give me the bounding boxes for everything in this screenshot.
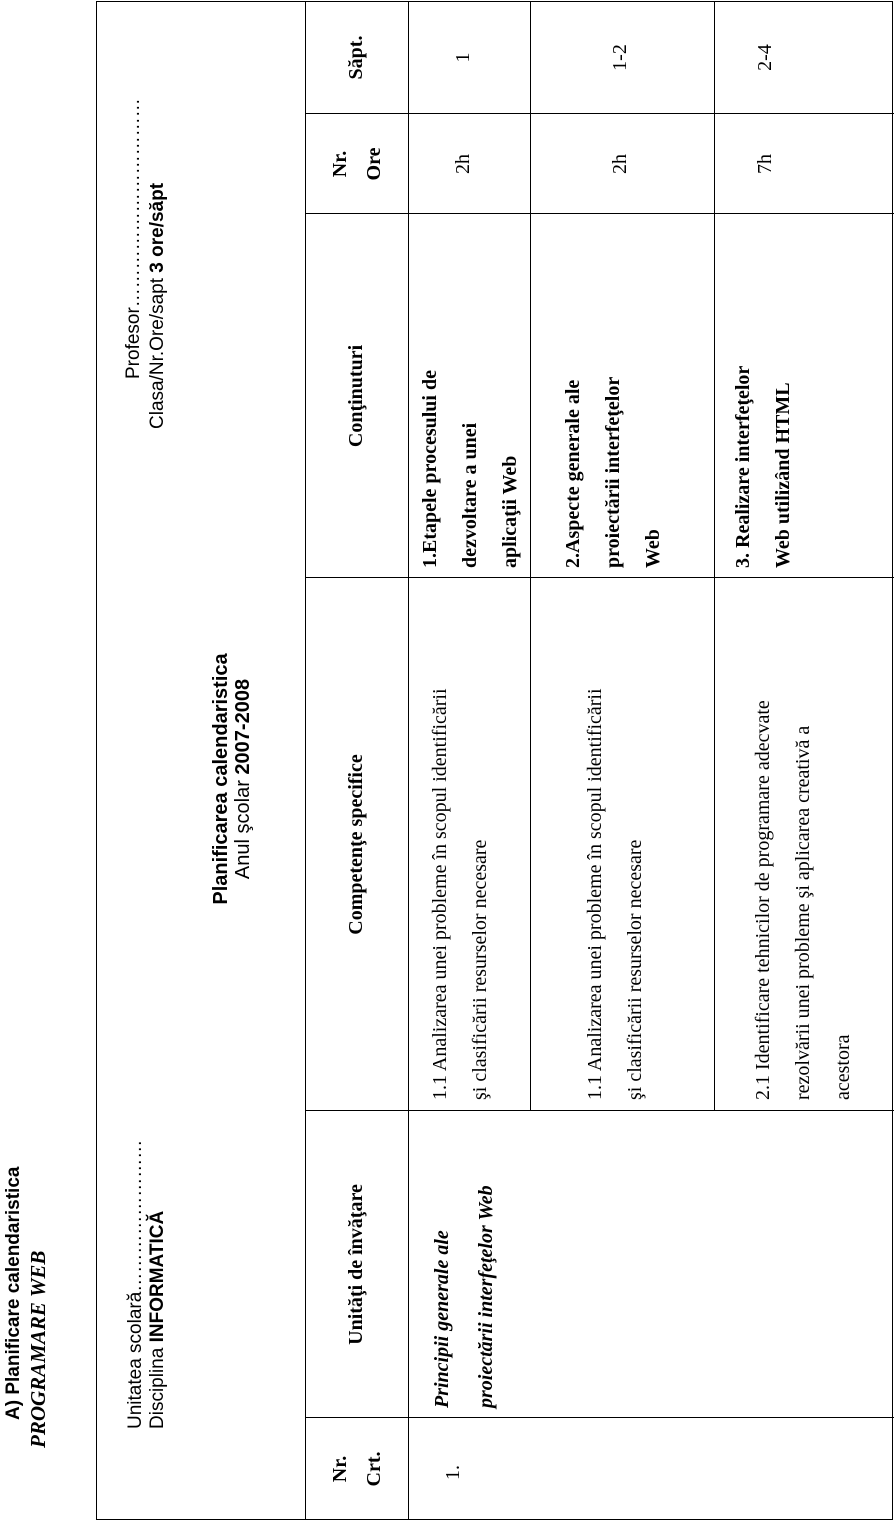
competence-1-line1: 1.1 Analizarea unei probleme în scopul identificării — [429, 688, 451, 1100]
school-year-label: Anul şcolar — [232, 774, 254, 880]
row-divider-2a — [714, 1, 715, 578]
row-divider-2b — [714, 578, 715, 1111]
discipline-value: INFORMATICĂ — [147, 1210, 168, 1343]
header-units: Unităţi de învăţare — [345, 1184, 367, 1345]
section-heading: A) Planificare calendaristica — [3, 1166, 24, 1420]
competence-1-line2: şi clasificării resurselor necesare — [469, 839, 491, 1100]
competence-2 — [575, 688, 655, 1100]
col-divider-1 — [305, 1417, 894, 1418]
class-hours-label: Clasa/Nr.Ore/sapt — [147, 272, 168, 429]
teacher-label: Profesor — [123, 307, 144, 379]
content-1 — [410, 370, 530, 568]
weeks-1: 1 — [452, 52, 474, 63]
hours-1: 2h — [452, 154, 474, 174]
school-year-line — [232, 599, 255, 959]
header-nr-crt-line2: Crt. — [363, 1451, 385, 1487]
competence-3 — [743, 700, 863, 1100]
hours-2: 2h — [609, 154, 631, 174]
content-2-line1: 2.Aspecte generale ale — [562, 379, 584, 568]
row-divider-1 — [530, 1, 531, 1111]
header-nr-crt-line1: Nr. — [329, 1455, 351, 1483]
header-weeks: Săpt. — [345, 35, 367, 80]
header-nr-crt — [323, 1418, 391, 1520]
hours-3: 7h — [754, 154, 776, 174]
competence-3-line1: 2.1 Identificare tehnicilor de programare adecvate — [752, 700, 774, 1100]
teacher-dots: …………………………… — [123, 98, 144, 308]
row-number: 1. — [442, 1465, 464, 1480]
header-hours — [323, 114, 391, 214]
discipline-line — [147, 1211, 169, 1429]
competence-2-line2: şi clasificării resurselor necesare — [624, 839, 646, 1100]
plan-title: Planificarea calendaristica — [210, 653, 232, 905]
content-3 — [723, 366, 803, 568]
school-year-value: 2007-2008 — [232, 678, 254, 775]
teacher-line — [123, 98, 145, 379]
competence-1 — [420, 688, 500, 1100]
school-unit-label: Unitatea scolară — [125, 1291, 146, 1429]
content-3-line2: Web utilizând HTML — [772, 382, 794, 568]
header-bottom-border — [408, 1, 409, 1520]
header-hours-line2: Ore — [363, 147, 385, 181]
class-hours-line — [147, 183, 169, 429]
subject-heading: PROGRAMARE WEB — [26, 1250, 50, 1448]
competence-3-line3: acestora — [832, 1034, 854, 1100]
class-hours-value: 3 ore/săpt — [147, 182, 168, 273]
content-2-line2: proiectării interfeţelor — [602, 376, 624, 568]
header-competences: Competenţe specifice — [345, 754, 367, 935]
school-unit-line — [125, 1140, 147, 1429]
content-1-line2: dezvoltare a unei — [459, 422, 481, 568]
planning-table — [305, 1, 894, 1520]
header-hours-line1: Nr. — [329, 150, 351, 178]
competence-3-line2: rezolvării unei probleme şi aplicarea creativă a — [792, 725, 814, 1100]
weeks-2: 1-2 — [609, 44, 631, 71]
school-unit-dots: …………………… — [125, 1139, 146, 1292]
discipline-label: Disciplina — [147, 1342, 168, 1429]
content-3-line1: 3. Realizare interfeţelor — [732, 365, 754, 568]
header-contents: Conţinuturi — [345, 344, 367, 448]
unit-title-line2: proiectării interfeţelor Web — [475, 1185, 497, 1408]
col-divider-3 — [305, 577, 894, 578]
unit-title-line1: Principii generale ale — [431, 1230, 453, 1408]
content-1-line3: aplicaţii Web — [499, 455, 521, 568]
content-2 — [553, 377, 673, 568]
content-1-line1: 1.Etapele procesului de — [419, 370, 441, 568]
unit-title — [420, 1185, 508, 1408]
table-top-border — [305, 1, 306, 1520]
weeks-3: 2-4 — [754, 44, 776, 71]
competence-2-line1: 1.1 Analizarea unei probleme în scopul identificării — [584, 688, 606, 1100]
col-divider-2 — [305, 1110, 894, 1111]
content-2-line3: Web — [642, 529, 664, 568]
